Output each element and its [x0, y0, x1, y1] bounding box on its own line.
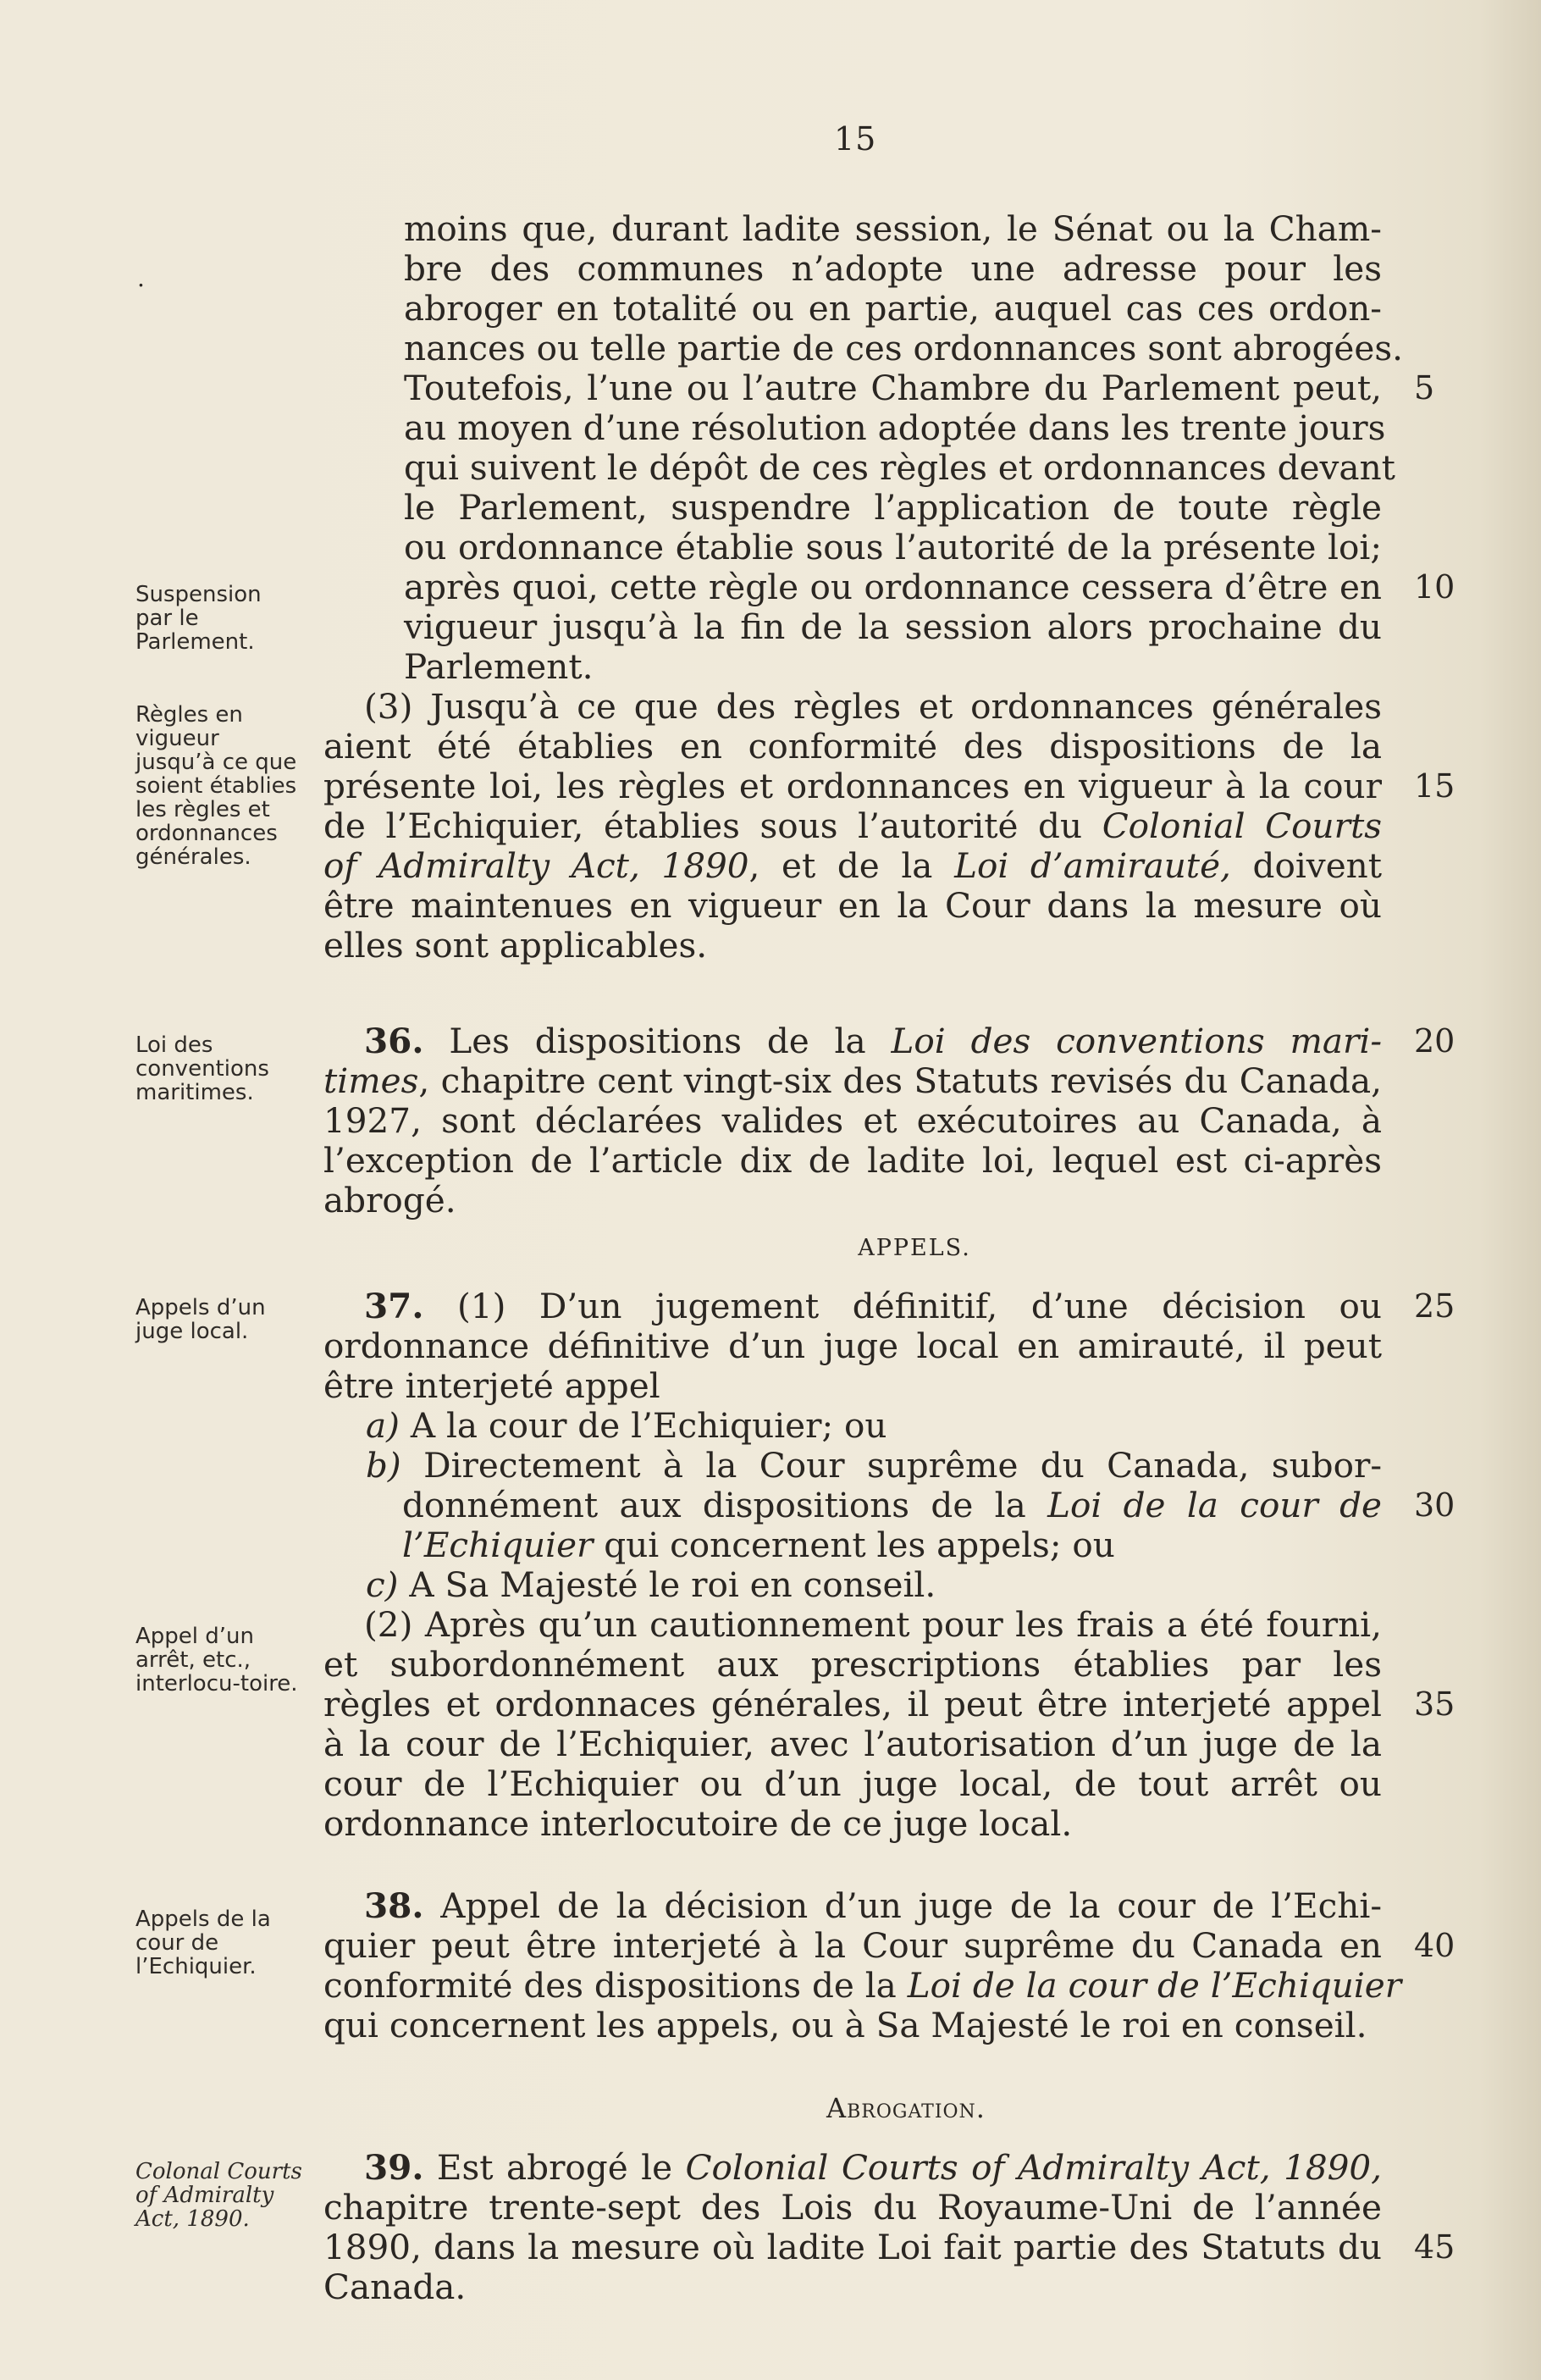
body-line: abrogé.	[323, 1180, 456, 1220]
body-line	[364, 1021, 1382, 1061]
margin-note-appels-juge-local: Appels d’un juge local.	[135, 1295, 266, 1344]
body-line	[364, 1886, 1382, 1926]
body-text-fragment: , et de la	[748, 845, 933, 886]
body-line: au moyen d’une résolution adoptée dans les trente jours	[404, 407, 1386, 448]
body-line: être maintenues en vigueur en la Cour dans la mesure où	[323, 885, 1382, 926]
body-line: être interjeté appel	[323, 1365, 660, 1406]
line-number: 45	[1414, 2228, 1455, 2266]
margin-note-regles-en-vigueur: Règles en vigueur jusqu’à ce que soient établies les règles et ordonnances générales.	[135, 702, 297, 870]
margin-note-colonial-courts: Colonal Courts of Admiralty Act, 1890.	[135, 2159, 302, 2232]
body-text-fragment: qui concernent les appels; ou	[604, 1525, 1115, 1565]
line-number: 30	[1414, 1486, 1455, 1524]
body-line: moins que, durant ladite session, le Sénat ou la Cham-	[404, 208, 1382, 249]
italic-act-title: Colonial Courts	[1102, 805, 1383, 846]
line-number: 5	[1414, 369, 1435, 407]
section-number-36: 36.	[364, 1021, 424, 1061]
body-line: ordonnance définitive d’un juge local en amirauté, il peut	[323, 1326, 1382, 1366]
margin-note-appels-cour-echiquier: Appels de la cour de l’Echiquier.	[135, 1907, 271, 1979]
body-text-fragment: de l’Echiquier, établies sous l’autorité du	[323, 805, 1083, 846]
italic-act-title: Colonial Courts of Admiralty Act, 1890,	[685, 2147, 1383, 2188]
margin-note-suspension: Suspension par le Parlement.	[135, 582, 262, 655]
body-line: et subordonnément aux prescriptions établies par les	[323, 1644, 1382, 1685]
body-line: quier peut être interjeté à la Cour suprême du Canada en	[323, 1925, 1382, 1966]
body-text-fragment: donnément aux dispositions de la	[402, 1485, 1026, 1525]
body-line	[323, 1965, 1402, 2006]
body-line: l’exception de l’article dix de ladite loi, lequel est ci-après	[323, 1140, 1382, 1181]
body-line: bre des communes n’adopte une adresse pour les	[404, 248, 1382, 289]
line-number: 40	[1414, 1927, 1455, 1964]
line-number: 10	[1414, 568, 1455, 606]
body-line	[323, 846, 1382, 886]
italic-act-title: times	[323, 1060, 419, 1101]
body-line: chapitre trente-sept des Lois du Royaume-Uni de l’année	[323, 2187, 1382, 2228]
body-line: (3) Jusqu’à ce que des règles et ordonnances générales	[364, 686, 1382, 727]
body-text-fragment: A Sa Majesté le roi en conseil.	[409, 1564, 936, 1605]
body-line: Parlement.	[404, 646, 594, 687]
body-line: aient été établies en conformité des dispositions de la	[323, 726, 1382, 767]
body-line	[402, 1486, 1382, 1525]
body-text-fragment: A la cour de l’Echiquier; ou	[410, 1405, 887, 1446]
italic-act-title: Loi des conventions mari-	[891, 1021, 1383, 1061]
line-number: 20	[1414, 1022, 1455, 1060]
body-line: abroger en totalité ou en partie, auquel cas ces ordon-	[404, 288, 1382, 329]
italic-act-title: Loi de la cour de	[1047, 1485, 1382, 1525]
line-number: 35	[1414, 1685, 1455, 1723]
body-line: nances ou telle partie de ces ordonnances sont abrogées.	[404, 328, 1404, 368]
body-line: le Parlement, suspendre l’application de toute règle	[404, 487, 1382, 528]
page-number: 15	[834, 120, 877, 158]
list-marker-c: c)	[366, 1564, 399, 1605]
body-line: (2) Après qu’un cautionnement pour les frais a été fourni,	[364, 1604, 1382, 1645]
line-number: 15	[1414, 767, 1455, 805]
body-text-fragment: Les dispositions de la	[449, 1021, 866, 1061]
body-line	[366, 1446, 1382, 1486]
body-line	[364, 2148, 1382, 2188]
body-line: cour de l’Echiquier ou d’un juge local, de tout arrêt ou	[323, 1763, 1382, 1804]
body-text-fragment: , chapitre cent vingt-six des Statuts revisés du Canada,	[418, 1060, 1382, 1101]
body-line: vigueur jusqu’à la fin de la session alors prochaine du	[404, 606, 1382, 647]
body-line: elles sont applicables.	[323, 925, 708, 966]
body-text-fragment: Directement à la Cour suprême du Canada, subor-	[423, 1445, 1383, 1486]
body-text-fragment: Appel de la décision d’un juge de la cour de l’Echi-	[440, 1885, 1383, 1926]
section-number-39: 39.	[364, 2147, 424, 2188]
italic-act-title: l’Echiquier	[402, 1525, 594, 1565]
body-line	[402, 1525, 1382, 1565]
body-text-fragment: doivent	[1230, 845, 1383, 886]
margin-note-appel-arret: Appel d’un arrêt, etc., interlocu-toire.	[135, 1624, 298, 1696]
body-line: après quoi, cette règle ou ordonnance cessera d’être en	[404, 567, 1382, 607]
section-heading-appels: APPELS.	[858, 1235, 971, 1261]
section-heading-abrogation: Abrogation.	[826, 2092, 986, 2124]
italic-act-title: of Admiralty Act, 1890	[323, 845, 749, 886]
list-marker-a: a)	[366, 1405, 400, 1446]
margin-note-loi-des-conventions: Loi des conventions maritimes.	[135, 1032, 269, 1105]
italic-act-title: Loi d’amirauté,	[954, 845, 1231, 886]
italic-act-title: Loi de la cour de l’Echiquier	[907, 1965, 1402, 2006]
body-line: qui suivent le dépôt de ces règles et ordonnances devant	[404, 447, 1395, 488]
body-line: règles et ordonnaces générales, il peut être interjeté appel	[323, 1684, 1382, 1724]
line-number: 25	[1414, 1287, 1455, 1325]
section-number-38: 38.	[364, 1885, 424, 1926]
body-line: qui concernent les appels, ou à Sa Majesté le roi en conseil.	[323, 2005, 1367, 2045]
body-line	[323, 806, 1382, 846]
body-line: présente loi, les règles et ordonnances en vigueur à la cour	[323, 766, 1382, 806]
body-text-fragment: (1) D’un jugement définitif, d’une décision ou	[457, 1286, 1382, 1326]
body-line	[323, 1061, 1382, 1101]
body-line: 1890, dans la mesure où ladite Loi fait partie des Statuts du	[323, 2227, 1382, 2267]
body-line	[364, 1287, 1382, 1326]
body-line: à la cour de l’Echiquier, avec l’autorisation d’un juge de la	[323, 1724, 1382, 1764]
body-line: ou ordonnance établie sous l’autorité de la présente loi;	[404, 527, 1382, 567]
body-line: 1927, sont déclarées valides et exécutoires au Canada, à	[323, 1100, 1382, 1141]
body-line: Canada.	[323, 2267, 467, 2307]
body-line: ordonnance interlocutoire de ce juge local.	[323, 1803, 1073, 1844]
body-text-fragment: Est abrogé le	[436, 2147, 673, 2188]
list-marker-b: b)	[366, 1445, 401, 1486]
body-line: Toutefois, l’une ou l’autre Chambre du Parlement peut,	[404, 368, 1382, 408]
body-line	[366, 1565, 1382, 1605]
stray-mark: .	[137, 264, 145, 292]
body-line	[366, 1406, 1382, 1446]
body-text-fragment: conformité des dispositions de la	[323, 1965, 897, 2006]
section-number-37: 37.	[364, 1286, 424, 1326]
